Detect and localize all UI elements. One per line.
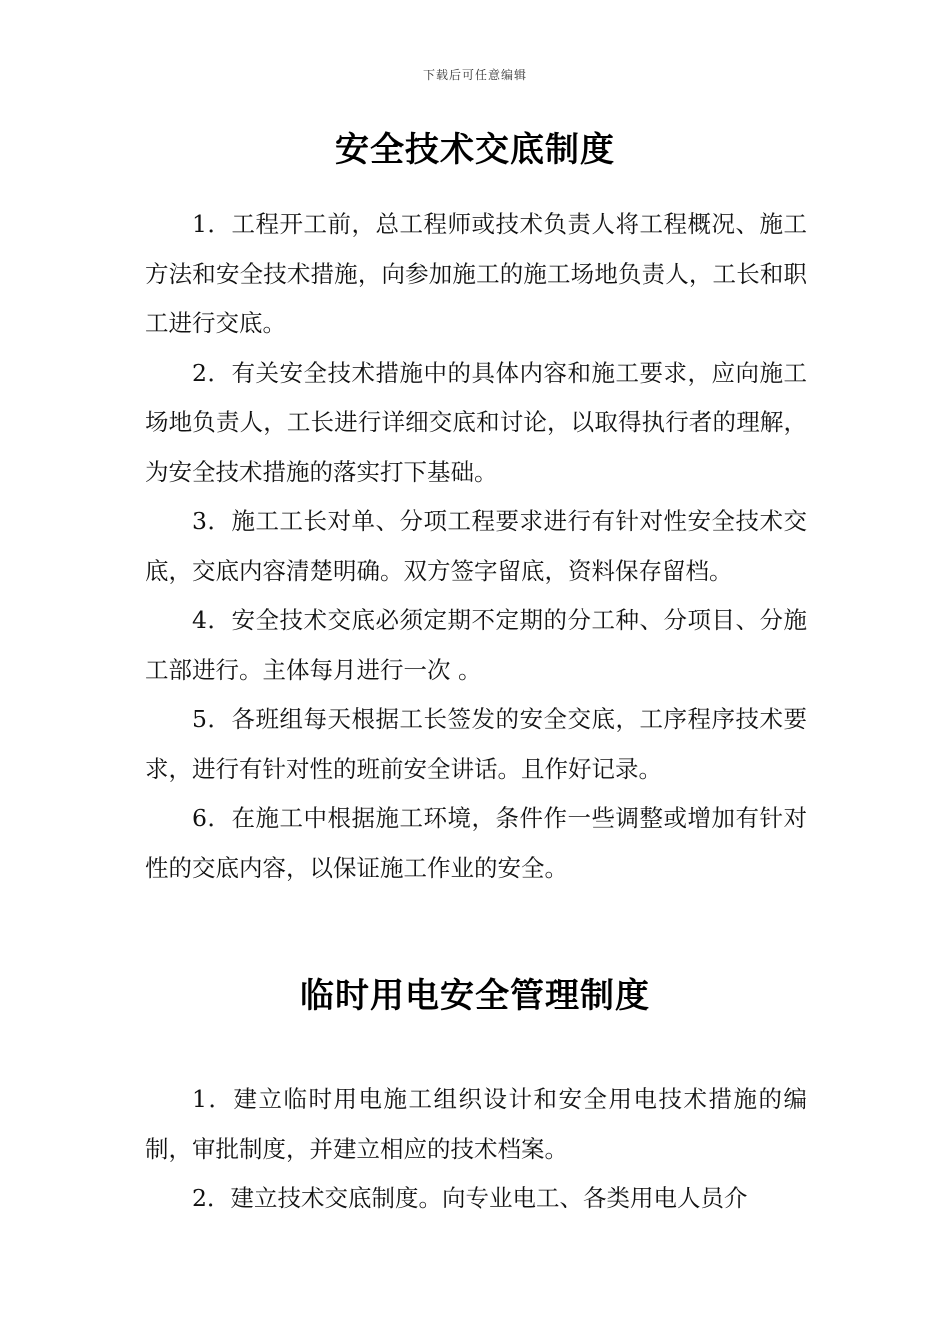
paragraph: 2．建立技术交底制度。向专业电工、各类用电人员介 [192,1184,748,1212]
paragraph: 2．有关安全技术措施中的具体内容和施工要求，应向施工场地负责人，工长进行详细交底和讨论，以取得执行者的理解，为安全技术措施的落实打下基础。 [145,358,807,486]
section-safety-briefing-body [145,200,807,893]
section-title-temporary-power: 临时用电安全管理制度 [300,976,650,1016]
section-temporary-power-body [145,1075,807,1224]
paragraph: 3．施工工长对单、分项工程要求进行有针对性安全技术交底，交底内容清楚明确。双方签字留底，资料保存留档。 [145,507,807,585]
paragraph: 1．建立临时用电施工组织设计和安全用电技术措施的编制，审批制度，并建立相应的技术档案。 [145,1085,807,1163]
paragraph: 6．在施工中根据施工环境，条件作一些调整或增加有针对性的交底内容，以保证施工作业的安全。 [145,804,807,882]
header-note: 下载后可任意编辑 [422,68,527,82]
paragraph: 1．工程开工前，总工程师或技术负责人将工程概况、施工方法和安全技术措施，向参加施工的施工场地负责人，工长和职工进行交底。 [145,210,807,337]
paragraph: 5．各班组每天根据工长签发的安全交底，工序程序技术要求，进行有针对性的班前安全讲话。且作好记录。 [145,705,807,783]
paragraph: 4．安全技术交底必须定期不定期的分工种、分项目、分施工部进行。主体每月进行一次 。 [145,606,807,684]
section-title-safety-briefing: 安全技术交底制度 [335,130,615,170]
